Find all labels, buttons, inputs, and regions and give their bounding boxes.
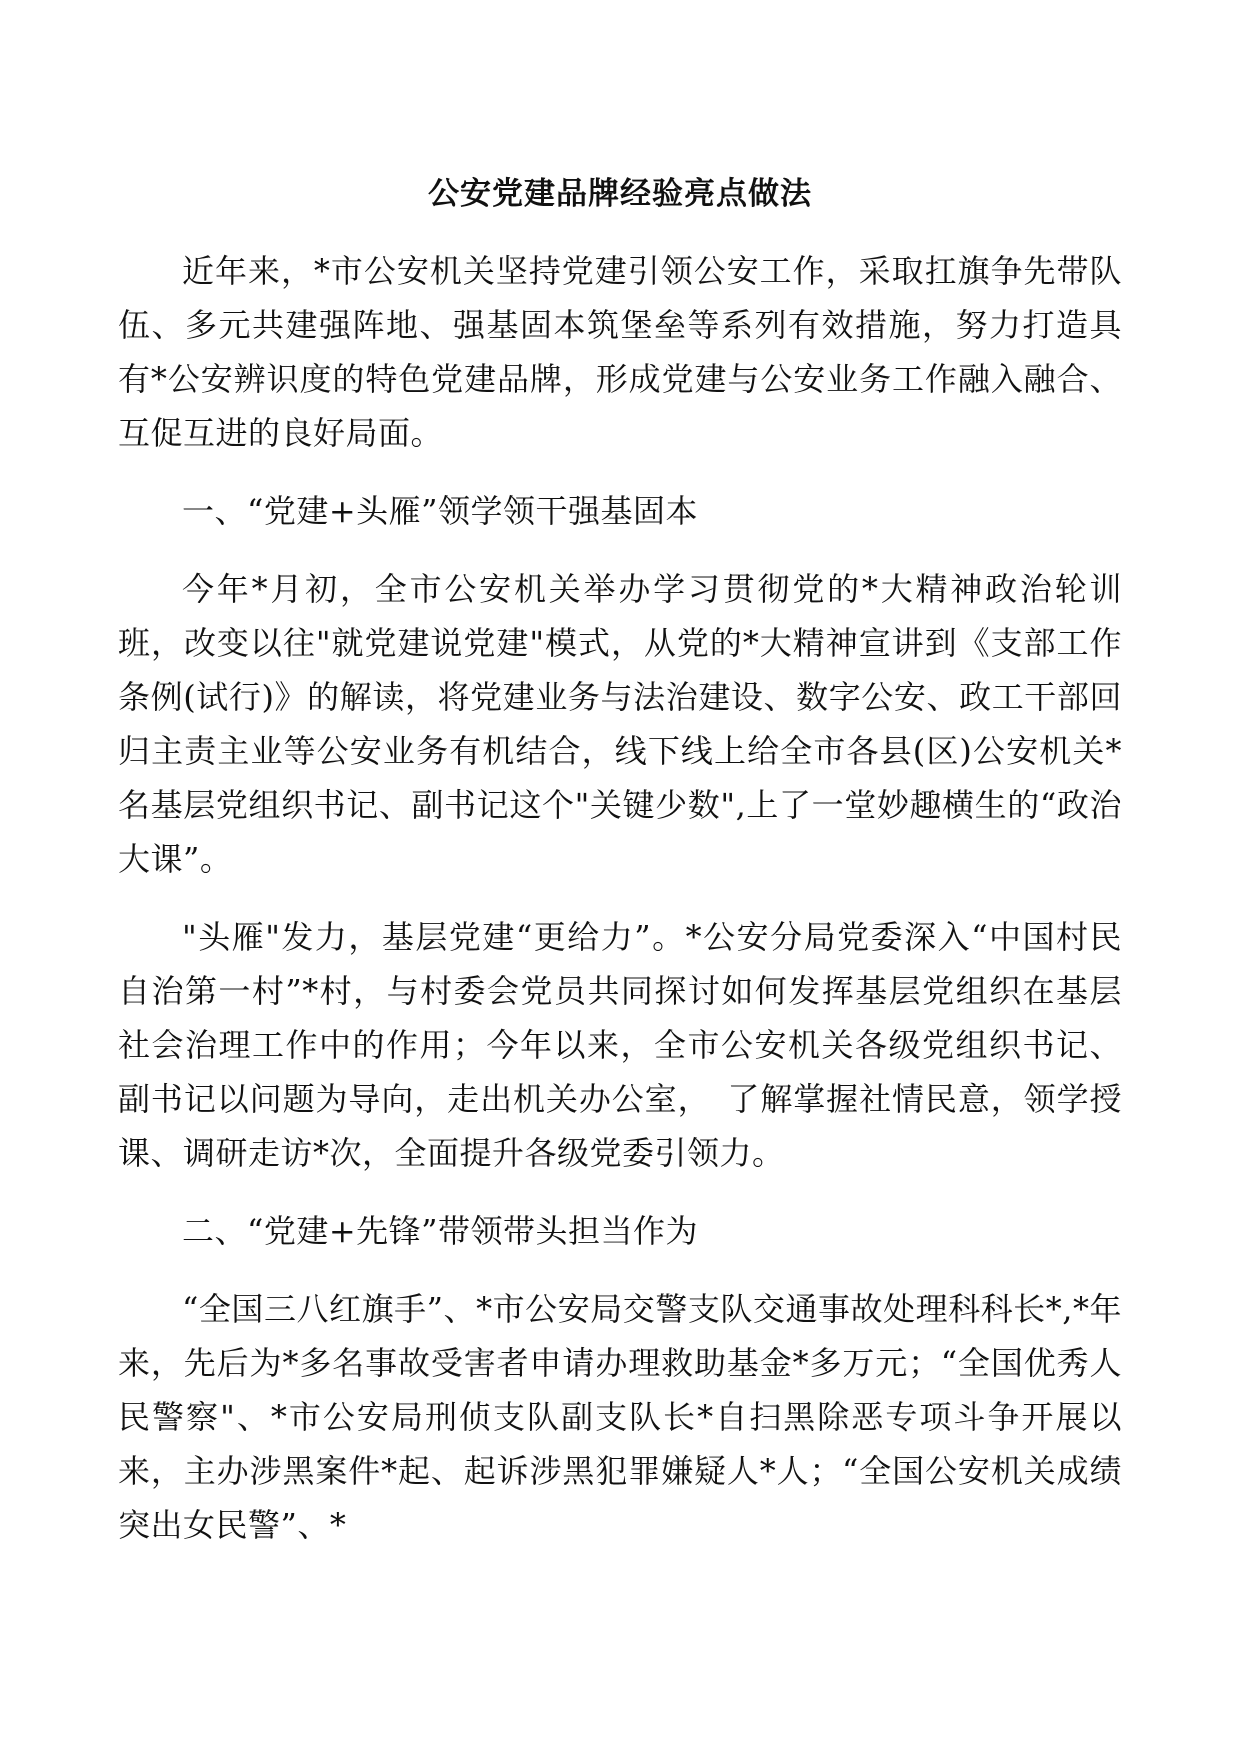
section-heading-1: 一、“党建+头雁”领学领干强基固本	[182, 492, 699, 530]
paragraph-training: 今年*月初，全市公安机关举办学习贯彻党的*大精神政治轮训班，改变以往"就党建说党建"模式，从党的*大精神宣讲到《支部工作条例(试行)》的解读，将党建业务与法治建设、数字公安、政工干部回归主责主业等公安业务有机结合，线下线上给全市各县(区)公安机关*名基层党组织书记、副书记这个"关键少数",上了一堂妙趣横生的“政治大课”。	[118, 570, 1122, 878]
paragraph-intro: 近年来，*市公安机关坚持党建引领公安工作，采取扛旗争先带队伍、多元共建强阵地、强基固本筑堡垒等系列有效措施，努力打造具有*公安辨识度的特色党建品牌，形成党建与公安业务工作融入融合、互促互进的良好局面。	[118, 252, 1122, 452]
document-page	[118, 170, 1122, 1576]
paragraph-pioneers: “全国三八红旗手”、*市公安局交警支队交通事故处理科科长*,*年来，先后为*多名事故受害者申请办理救助基金*多万元；“全国优秀人民警察"、*市公安局刑侦支队副支队长*自扫黑除恶专项斗争开展以来，主办涉黑案件*起、起诉涉黑犯罪嫌疑人*人；“全国公安机关成绩突出女民警”、*	[118, 1290, 1122, 1544]
document-title: 公安党建品牌经验亮点做法	[428, 176, 812, 212]
paragraph-head-goose: "头雁"发力，基层党建“更给力”。*公安分局党委深入“中国村民自治第一村”*村，与村委会党员共同探讨如何发挥基层党组织在基层社会治理工作中的作用；今年以来，全市公安机关各级党组织书记、副书记以问题为导向，走出机关办公室， 了解掌握社情民意，领学授课、调研走访*次，全面提升各级党委引领力。	[118, 918, 1122, 1172]
section-heading-2: 二、“党建+先锋”带领带头担当作为	[182, 1212, 699, 1250]
